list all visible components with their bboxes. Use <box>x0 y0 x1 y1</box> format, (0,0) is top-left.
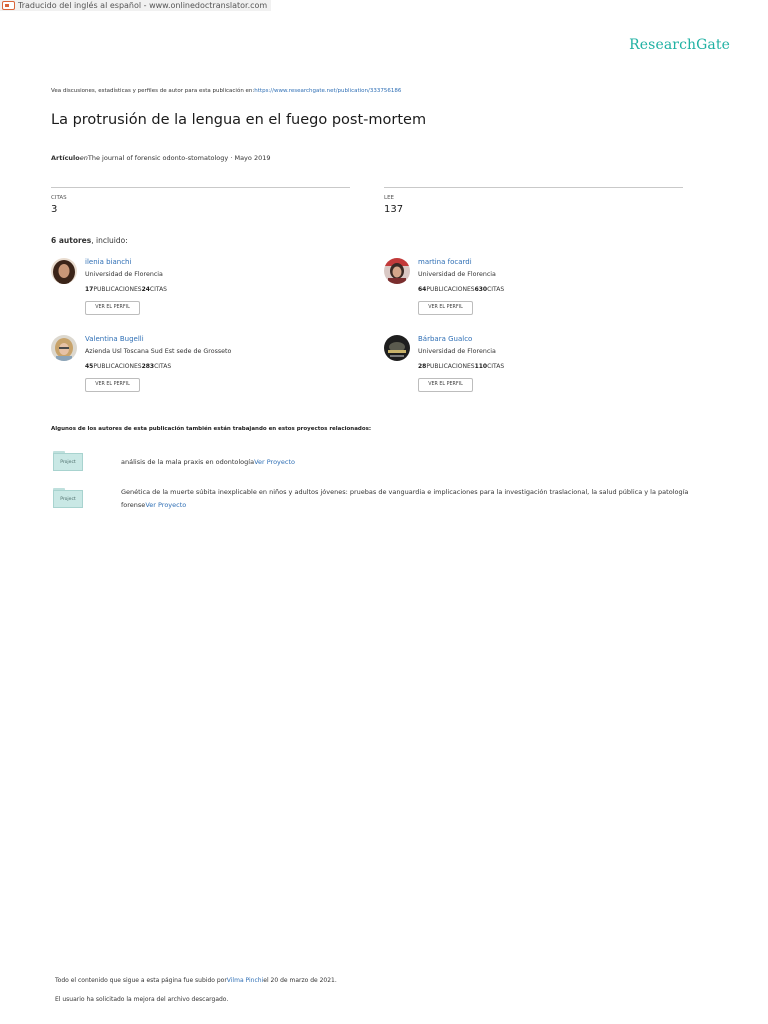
authors-count: 6 autores <box>51 236 92 245</box>
citations-divider <box>51 187 350 188</box>
publication-url-link[interactable]: https://www.researchgate.net/publication/333756186 <box>254 88 402 94</box>
citations-count: 110 <box>474 363 488 370</box>
citations-count: 283 <box>141 363 155 370</box>
citations-label: CITAS <box>487 286 505 293</box>
publications-label: PUBLICACIONES <box>93 286 142 293</box>
upload-note <box>55 977 337 984</box>
reads-divider <box>384 187 683 188</box>
citations-count: 24 <box>141 286 150 293</box>
avatar[interactable] <box>51 258 77 284</box>
author-name-link[interactable]: ilenia bianchi <box>85 258 132 266</box>
avatar[interactable] <box>384 258 410 284</box>
download-note: El usuario ha solicitado la mejora del archivo descargado. <box>55 996 229 1003</box>
author-card <box>51 335 351 399</box>
avatar[interactable] <box>51 335 77 361</box>
project-folder-icon[interactable] <box>53 488 83 508</box>
view-project-link[interactable]: Ver Proyecto <box>254 458 295 466</box>
document-icon <box>2 1 15 10</box>
author-stats <box>85 363 171 370</box>
view-profile-button[interactable]: VER EL PERFIL <box>418 301 473 315</box>
page-title: La protrusión de la lengua en el fuego post-mortem <box>51 112 427 128</box>
publications-count: 17 <box>85 286 94 293</box>
uploader-link[interactable]: Vilma Pinchi <box>226 977 264 984</box>
upload-note-suffix: el 20 de marzo de 2021. <box>263 977 337 984</box>
reads-label: LEE <box>384 195 395 201</box>
project-item <box>121 486 711 512</box>
source-line <box>51 88 401 94</box>
publications-label: PUBLICACIONES <box>426 363 475 370</box>
author-institution: Universidad de Florencia <box>418 348 496 355</box>
citations-count: 630 <box>474 286 488 293</box>
citations-value: 3 <box>51 204 58 215</box>
researchgate-logo[interactable]: ResearchGate <box>629 37 730 53</box>
project-title: análisis de la mala praxis en odontología <box>121 458 255 466</box>
article-info <box>51 154 270 162</box>
citations-label: CITAS <box>154 363 172 370</box>
journal-name: The journal of forensic odonto-stomatology <box>87 154 229 162</box>
projects-heading: Algunos de los autores de esta publicación también están trabajando en estos proyectos relacionados: <box>51 426 372 432</box>
source-prefix: Vea discusiones, estadísticas y perfiles de autor para esta publicación en: <box>51 88 255 94</box>
publications-count: 64 <box>418 286 427 293</box>
upload-note-prefix: Todo el contenido que sigue a esta página fue subido por <box>55 977 227 984</box>
author-name-link[interactable]: martina focardi <box>418 258 472 266</box>
translator-banner[interactable] <box>0 0 271 11</box>
authors-intro-rest: , incluido: <box>91 236 128 245</box>
project-icon-label: Project <box>53 490 83 508</box>
author-institution: Universidad de Florencia <box>418 271 496 278</box>
author-stats <box>418 286 504 293</box>
translator-banner-text: Traducido del inglés al español - www.onlinedoctranslator.com <box>18 1 268 10</box>
project-item <box>121 456 711 469</box>
view-profile-button[interactable]: VER EL PERFIL <box>85 301 140 315</box>
article-type: Artículo <box>51 154 80 162</box>
avatar[interactable] <box>384 335 410 361</box>
author-name-link[interactable]: Bárbara Gualco <box>418 335 473 343</box>
article-in: en <box>79 154 88 162</box>
author-stats <box>85 286 167 293</box>
publication-date: · Mayo 2019 <box>230 154 271 162</box>
citations-label: CITAS <box>51 195 67 201</box>
view-project-link[interactable]: Ver Proyecto <box>145 501 187 509</box>
author-name-link[interactable]: Valentina Bugelli <box>85 335 144 343</box>
project-folder-icon[interactable] <box>53 451 83 471</box>
project-icon-label: Project <box>53 453 83 471</box>
view-profile-button[interactable]: VER EL PERFIL <box>418 378 473 392</box>
citations-label: CITAS <box>149 286 167 293</box>
publications-count: 28 <box>418 363 427 370</box>
citations-label: CITAS <box>487 363 505 370</box>
author-card <box>384 258 684 322</box>
publications-count: 45 <box>85 363 94 370</box>
author-institution: Azienda Usl Toscana Sud Est sede de Grosseto <box>85 348 232 355</box>
publications-label: PUBLICACIONES <box>93 363 142 370</box>
author-card <box>384 335 684 399</box>
authors-intro <box>51 236 128 245</box>
view-profile-button[interactable]: VER EL PERFIL <box>85 378 140 392</box>
author-institution: Universidad de Florencia <box>85 271 163 278</box>
project-title: Genética de la muerte súbita inexplicable en niños y adultos jóvenes: pruebas de vanguardia e implicaciones para la investigación traslacional, la salud pública y la patología forense <box>121 488 689 509</box>
author-stats <box>418 363 504 370</box>
publications-label: PUBLICACIONES <box>426 286 475 293</box>
reads-value: 137 <box>384 204 404 215</box>
author-card <box>51 258 351 322</box>
